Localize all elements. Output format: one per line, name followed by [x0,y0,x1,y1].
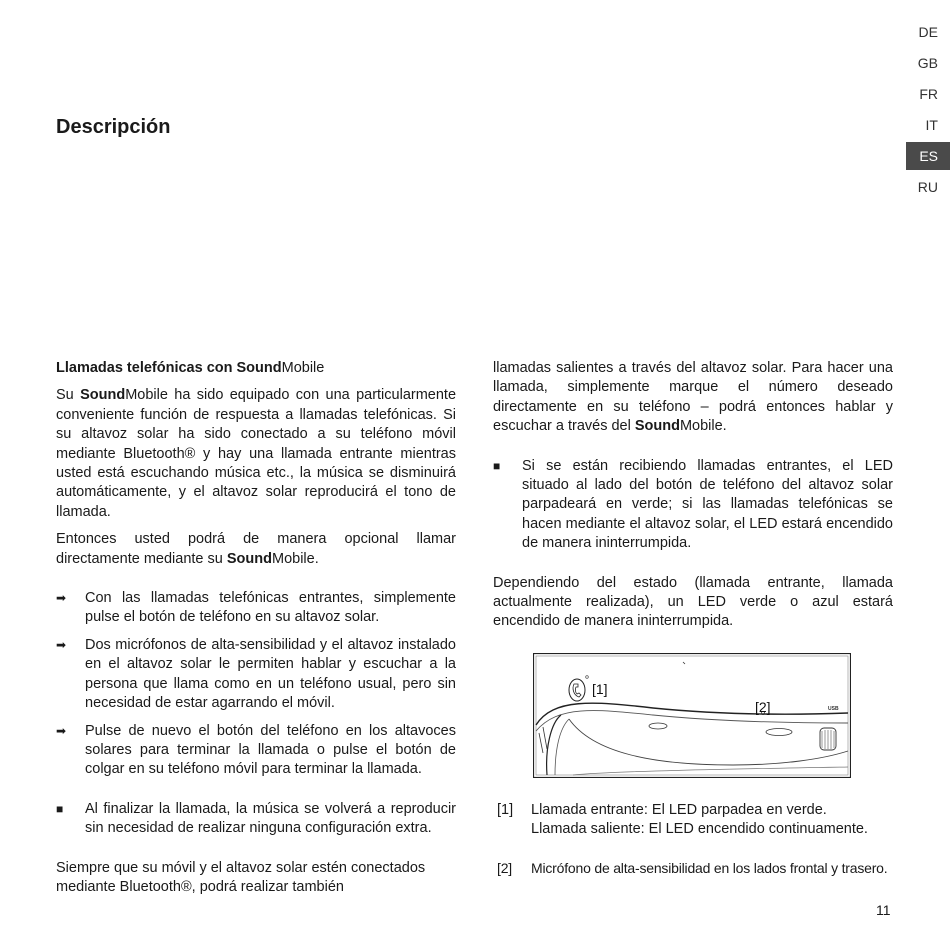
arrow-right-icon: ➡ [56,723,67,738]
left-column [56,359,456,905]
arrow-right-icon: ➡ [56,637,67,652]
lang-tab-de[interactable]: DE [918,24,938,40]
direct-call-paragraph: Entonces usted podrá de manera opcional llamar directamente mediante su SoundMobile. [56,531,456,567]
list-item: ■ Al finalizar la llamada, la música se volverá a reproducir sin necesidad de realizar ninguna configuración extra. [56,800,456,837]
lang-tab-fr[interactable]: FR [919,86,938,102]
list-item: ➡ Con las llamadas telefónicas entrantes, simplemente pulse el botón de teléfono en su altavoz solar. [56,590,456,626]
diagram-legend [497,801,917,878]
lang-tab-ru[interactable]: RU [917,179,938,195]
speaker-diagram [533,653,851,778]
list-item: ■ Si se están recibiendo llamadas entrantes, el LED situado al lado del botón de teléfono del altavoz solar parpadeará en verde; si las llamadas telefónicas se hacen mediante el altavoz solar, el LED estará encendido de manera ininterrumpida. [493,457,893,552]
section-heading: Llamadas telefónicas con SoundMobile [56,360,325,376]
legend-text: Llamada entrante: El LED parpadea en verde. [531,802,827,818]
diagram-label-2: [2] [755,699,771,715]
bluetooth-paragraph: Siempre que su móvil y el altavoz solar estén conectados mediante Bluetooth®, podrá realizar también [56,859,426,895]
usb-label: USB [828,706,839,712]
right-column [493,359,893,640]
legend-text: Llamada saliente: El LED encendido continuamente. [531,821,868,838]
page-number: 11 [876,902,891,918]
legend-item-1 [497,801,917,840]
square-list [56,800,456,839]
lang-tab-gb[interactable]: GB [917,55,938,71]
intro-paragraph: Su SoundMobile ha sido equipado con una particularmente conveniente función de respuesta a llamadas telefónicas. Si su altavoz solar ha sido conectado a su teléfono móvil mediante Bluetooth® y hay una llamada entrante mientras usted está escuchando música etc., la música se disminuirá automáticamente, y el altavoz solar reproducirá el tono de llamada. [56,387,457,520]
lang-tab-es[interactable]: ES [906,142,950,170]
legend-item-2 [497,859,917,878]
outgoing-calls-paragraph: llamadas salientes a través del altavoz solar. Para hacer una llamada, simplemente marque el número deseado directamente en su teléfono – podrá entonces hablar y escuchar a través del SoundMobile. [493,360,893,435]
lang-tab-it[interactable]: IT [925,117,938,133]
arrow-right-icon: ➡ [56,591,67,606]
square-bullet-icon: ■ [493,458,501,473]
diagram-label-1: [1] [592,681,608,697]
legend-number: [2] [497,859,512,876]
page-title: Descripción [56,116,171,138]
led-status-paragraph: Dependiendo del estado (llamada entrante, llamada actualmente realizada), un LED verde o azul estará encendido de manera ininterrumpida. [493,574,893,630]
square-list-right [493,457,893,554]
list-item: ➡ Dos micrófonos de alta-sensibilidad y el altavoz instalado en el altavoz solar le permiten hablar y escuchar a la persona que llama como en un teléfono usual, pero sin necesidad de estar agarrando el móvil. [56,636,456,712]
square-bullet-icon: ■ [56,801,64,816]
arrow-list [56,589,456,780]
list-item: ➡ Pulse de nuevo el botón del teléfono en los altavoces solares para terminar la llamada o pulse el botón de colgar en su teléfono móvil para terminar la llamada. [56,722,456,778]
language-tabs [906,22,950,208]
legend-text: Micrófono de alta-sensibilidad en los lados frontal y trasero. [531,859,888,876]
legend-number: [1] [497,802,514,818]
